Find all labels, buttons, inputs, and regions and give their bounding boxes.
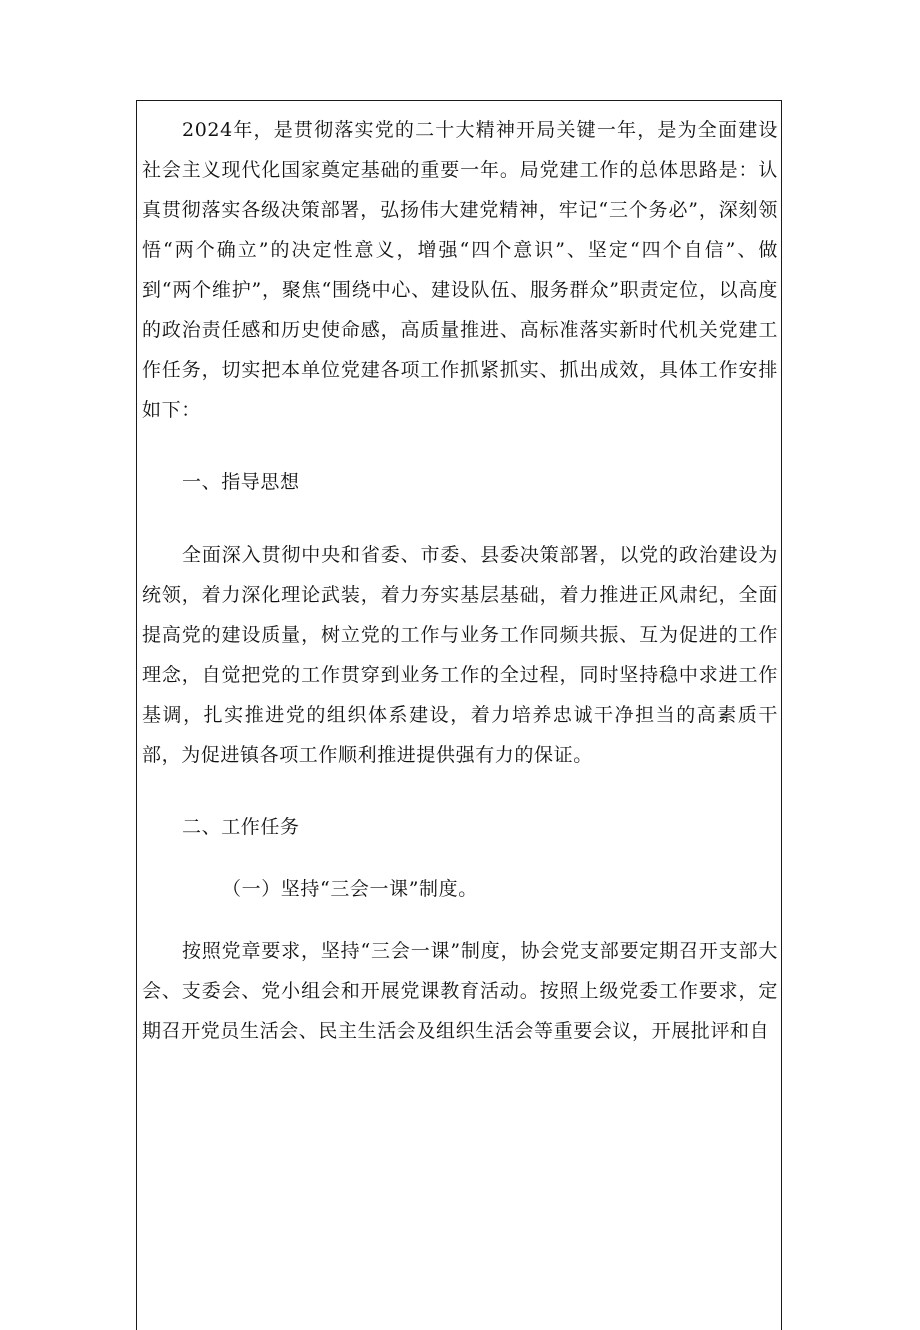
document-body [142, 110, 778, 1051]
section-heading-work-tasks: 二、工作任务 [182, 816, 300, 838]
three-meetings-paragraph: 按照党章要求，坚持“三会一课”制度，协会党支部要定期召开支部大会、支委会、党小组会和开展党课教育活动。按照上级党委工作要求，定期召开党员生活会、民主生活会及组织生活会等重要会议，开展批评和自 [142, 940, 778, 1042]
section-heading-guiding-ideology: 一、指导思想 [182, 471, 300, 493]
subsection-heading-three-meetings: （一）坚持“三会一课”制度。 [222, 878, 478, 900]
guiding-ideology-paragraph: 全面深入贯彻中央和省委、市委、县委决策部署，以党的政治建设为统领，着力深化理论武装，着力夯实基层基础，着力推进正风肃纪，全面提高党的建设质量，树立党的工作与业务工作同频共振、互为促进的工作理念，自觉把党的工作贯穿到业务工作的全过程，同时坚持稳中求进工作基调，扎实推进党的组织体系建设，着力培养忠诚干净担当的高素质干部，为促进镇各项工作顺利推进提供强有力的保证。 [142, 544, 778, 766]
intro-paragraph: 2024年，是贯彻落实党的二十大精神开局关键一年，是为全面建设社会主义现代化国家奠定基础的重要一年。局党建工作的总体思路是：认真贯彻落实各级决策部署，弘扬伟大建党精神，牢记“三个务必”，深刻领悟“两个确立”的决定性意义，增强“四个意识”、坚定“四个自信”、做到“两个维护”，聚焦“围绕中心、建设队伍、服务群众”职责定位，以高度的政治责任感和历史使命感，高质量推进、高标准落实新时代机关党建工作任务，切实把本单位党建各项工作抓紧抓实、抓出成效，具体工作安排如下： [142, 119, 778, 421]
